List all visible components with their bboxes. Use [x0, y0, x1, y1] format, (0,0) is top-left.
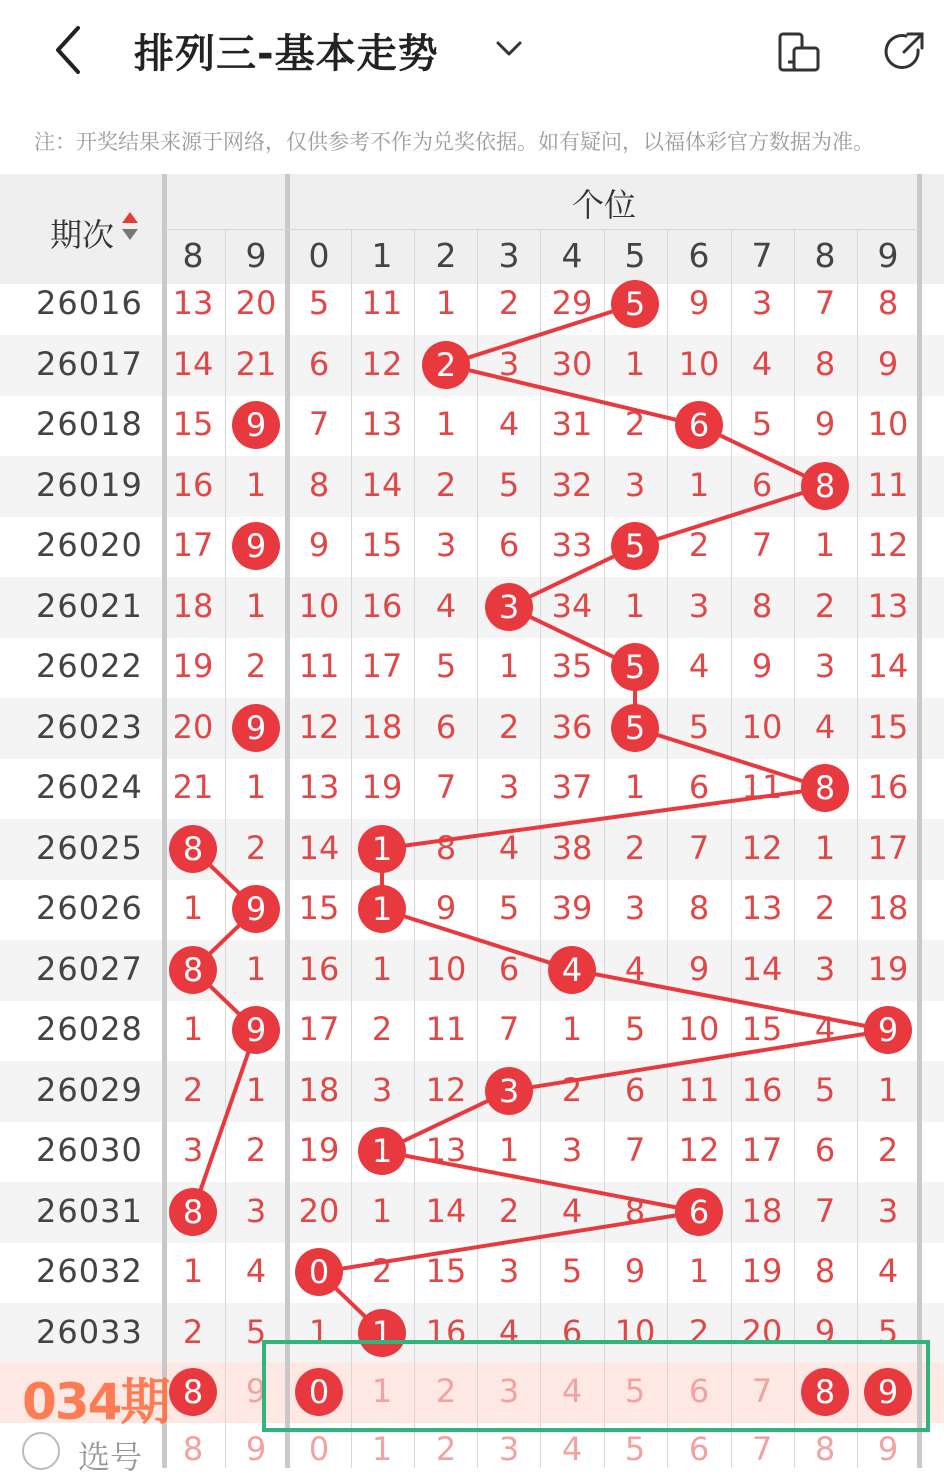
miss-count-cell: 2: [814, 586, 836, 625]
miss-count-cell: 1: [182, 889, 204, 927]
issue-number: 26016: [36, 284, 143, 322]
column-header-digit-3: 3: [498, 236, 520, 275]
column-header-digit-0: 0: [308, 236, 330, 275]
miss-count-cell: 14: [867, 647, 909, 685]
miss-count-cell: 11: [361, 284, 403, 322]
column-header-prev-9: 9: [245, 236, 267, 275]
miss-count-cell: 13: [425, 1131, 467, 1169]
prev-hit-ball: 8: [169, 946, 217, 994]
miss-count-cell: 1: [371, 949, 393, 988]
grid-line: [731, 230, 732, 1468]
miss-count-cell: 3: [688, 586, 710, 625]
grid-line: [165, 229, 920, 230]
miss-count-cell: 7: [498, 1010, 520, 1048]
miss-count-cell: 12: [361, 344, 403, 383]
selectable-number[interactable]: 4: [561, 1372, 583, 1410]
column-divider: [285, 174, 290, 1468]
miss-count-cell: 1: [814, 828, 836, 867]
miss-count-cell: 9: [814, 405, 836, 443]
miss-count-cell: 10: [298, 586, 340, 625]
miss-count-cell: 6: [435, 707, 457, 746]
picker-number[interactable]: 0: [308, 1430, 330, 1468]
miss-count-cell: 1: [245, 949, 267, 988]
miss-count-cell: 17: [361, 647, 403, 685]
hit-ball: 6: [675, 1188, 723, 1236]
issue-number: 26028: [36, 1010, 143, 1048]
miss-count-cell: 6: [624, 1070, 646, 1109]
miss-count-cell: 2: [371, 1010, 393, 1048]
rotate-screen-icon[interactable]: [774, 28, 822, 76]
miss-count-cell: 13: [741, 889, 783, 927]
miss-count-cell: 8: [814, 344, 836, 383]
miss-count-cell: 8: [308, 465, 330, 504]
miss-count-cell: 36: [551, 707, 593, 746]
issue-number: 26031: [36, 1191, 143, 1230]
hit-ball: 9: [864, 1006, 912, 1054]
hit-ball: 5: [611, 643, 659, 691]
hit-ball: 1: [358, 1309, 406, 1357]
miss-count-cell: 2: [245, 828, 267, 867]
miss-count-cell: 2: [561, 1070, 583, 1109]
miss-count-cell: 1: [245, 465, 267, 504]
issue-column-header[interactable]: 期次: [50, 216, 115, 254]
miss-count-cell: 5: [688, 707, 710, 746]
miss-count-cell: 9: [624, 1252, 646, 1290]
miss-count-cell: 4: [498, 1312, 520, 1351]
miss-count-cell: 1: [688, 465, 710, 504]
miss-count-cell: 3: [435, 526, 457, 564]
column-header-digit-1: 1: [371, 236, 393, 275]
miss-count-cell: 5: [308, 284, 330, 322]
miss-count-cell: 20: [235, 284, 277, 322]
miss-count-cell: 5: [751, 405, 773, 443]
miss-count-cell: 14: [425, 1191, 467, 1230]
column-header-digit-8: 8: [814, 236, 836, 275]
miss-count-cell: 2: [688, 1312, 710, 1351]
issue-number: 26022: [36, 647, 143, 685]
hit-ball: 5: [611, 704, 659, 752]
miss-count-cell: 16: [425, 1312, 467, 1351]
hit-ball: 5: [611, 522, 659, 570]
prev-hit-ball: 9: [232, 704, 280, 752]
grid-line: [414, 230, 415, 1468]
column-header-digit-4: 4: [561, 236, 583, 275]
miss-count-cell: 7: [308, 405, 330, 443]
issue-watermark-label: 034期: [22, 1373, 169, 1431]
miss-count-cell: 10: [425, 949, 467, 988]
selectable-number[interactable]: 5: [624, 1372, 646, 1410]
miss-count-cell: 20: [741, 1312, 783, 1351]
issue-number: 26025: [36, 828, 143, 867]
miss-count-cell: 16: [867, 768, 909, 806]
miss-count-cell: 17: [741, 1131, 783, 1169]
miss-count-cell: 14: [172, 344, 214, 383]
miss-count-cell: 6: [814, 1131, 836, 1169]
miss-count-cell: 2: [435, 465, 457, 504]
miss-count-cell: 6: [688, 768, 710, 806]
hit-ball: 8: [801, 764, 849, 812]
miss-count-cell: 13: [361, 405, 403, 443]
miss-count-cell: 8: [814, 1252, 836, 1290]
miss-count-cell: 1: [245, 768, 267, 806]
miss-count-cell: 3: [182, 1131, 204, 1169]
miss-count-cell: 12: [678, 1131, 720, 1169]
miss-count-cell: 3: [371, 1070, 393, 1109]
miss-count-cell: 1: [624, 586, 646, 625]
miss-count-cell: 11: [425, 1010, 467, 1048]
miss-count-cell: 38: [551, 828, 593, 867]
miss-count-cell: 39: [551, 889, 593, 927]
miss-count-cell: 4: [245, 1252, 267, 1290]
miss-count-cell: 7: [624, 1131, 646, 1169]
miss-count-cell: 14: [741, 949, 783, 988]
select-radio[interactable]: [22, 1432, 60, 1470]
miss-count-cell: 13: [298, 768, 340, 806]
page-title: 排列三-基本走势: [134, 31, 439, 77]
miss-count-cell: 1: [308, 1312, 330, 1351]
miss-count-cell: 20: [298, 1191, 340, 1230]
miss-count-cell: 6: [561, 1312, 583, 1351]
miss-count-cell: 2: [688, 526, 710, 564]
issue-number: 26020: [36, 526, 143, 564]
column-header-digit-6: 6: [688, 236, 710, 275]
selected-ball[interactable]: 0: [295, 1368, 343, 1416]
issue-number: 26027: [36, 949, 143, 988]
miss-count-cell: 15: [867, 707, 909, 746]
prev-hit-ball: 9: [232, 401, 280, 449]
miss-count-cell: 16: [361, 586, 403, 625]
miss-count-cell: 1: [877, 1070, 899, 1109]
miss-count-cell: 6: [751, 465, 773, 504]
miss-count-cell: 17: [867, 828, 909, 867]
issue-number: 26021: [36, 586, 143, 625]
miss-count-cell: 8: [435, 828, 457, 867]
picker-number[interactable]: 8: [182, 1430, 204, 1468]
miss-count-cell: 9: [877, 344, 899, 383]
hit-ball: 3: [485, 1067, 533, 1115]
miss-count-cell: 11: [867, 465, 909, 504]
miss-count-cell: 4: [751, 344, 773, 383]
issue-number: 26033: [36, 1312, 143, 1351]
miss-count-cell: 15: [298, 889, 340, 927]
miss-count-cell: 10: [741, 707, 783, 746]
miss-count-cell: 15: [361, 526, 403, 564]
miss-count-cell: 15: [172, 405, 214, 443]
miss-count-cell: 3: [814, 647, 836, 685]
selected-ball[interactable]: 8: [169, 1368, 217, 1416]
miss-count-cell: 29: [551, 284, 593, 322]
miss-count-cell: 1: [498, 647, 520, 685]
miss-count-cell: 5: [498, 465, 520, 504]
miss-count-cell: 16: [298, 949, 340, 988]
miss-count-cell: 2: [182, 1070, 204, 1109]
miss-count-cell: 15: [741, 1010, 783, 1048]
miss-count-cell: 1: [561, 1010, 583, 1048]
miss-count-cell: 5: [814, 1070, 836, 1109]
miss-count-cell: 2: [498, 284, 520, 322]
miss-count-cell: 15: [425, 1252, 467, 1290]
miss-count-cell: 1: [624, 344, 646, 383]
hit-ball: 4: [548, 946, 596, 994]
miss-count-cell: 1: [182, 1252, 204, 1290]
picker-number[interactable]: 3: [498, 1430, 520, 1468]
miss-count-cell: 7: [435, 768, 457, 806]
issue-number: 26024: [36, 768, 143, 806]
miss-count-cell: 9: [688, 284, 710, 322]
miss-count-cell: 6: [308, 344, 330, 383]
picker-number[interactable]: 9: [877, 1430, 899, 1468]
miss-count-cell: 10: [678, 1010, 720, 1048]
issue-number: 26030: [36, 1131, 143, 1169]
picker-number[interactable]: 8: [814, 1430, 836, 1468]
miss-count-cell: 3: [751, 284, 773, 322]
miss-count-cell: 3: [814, 949, 836, 988]
miss-count-cell: 35: [551, 647, 593, 685]
miss-count-cell: 17: [298, 1010, 340, 1048]
sort-asc-icon[interactable]: [122, 212, 138, 223]
miss-count-cell: 3: [245, 1191, 267, 1230]
miss-count-cell: 19: [867, 949, 909, 988]
issue-number: 26018: [36, 405, 143, 443]
issue-number: 26026: [36, 889, 143, 927]
prev-hit-ball: 8: [169, 825, 217, 873]
miss-count-cell: 3: [624, 889, 646, 927]
miss-count-cell: 5: [561, 1252, 583, 1290]
miss-count-cell: 19: [172, 647, 214, 685]
miss-count-cell: 9: [308, 526, 330, 564]
miss-count-cell: 5: [498, 889, 520, 927]
share-icon[interactable]: [880, 28, 928, 76]
miss-count-cell: 13: [867, 586, 909, 625]
grid-line: [857, 230, 858, 1468]
hit-ball: 3: [485, 583, 533, 631]
miss-count-cell: 4: [877, 1252, 899, 1290]
miss-count-cell: 6: [498, 526, 520, 564]
miss-count-cell: 9: [814, 1312, 836, 1351]
picker-number[interactable]: 5: [624, 1430, 646, 1468]
highlight-box: [262, 1340, 930, 1432]
miss-count-cell: 12: [741, 828, 783, 867]
miss-count-cell: 2: [498, 707, 520, 746]
miss-count-cell: 1: [624, 768, 646, 806]
miss-count-cell: 10: [867, 405, 909, 443]
chevron-down-icon[interactable]: [492, 32, 526, 66]
units-position-header: 个位: [571, 186, 636, 224]
miss-count-cell: 4: [624, 949, 646, 988]
back-arrow-icon[interactable]: [48, 22, 88, 78]
miss-count-cell: 11: [298, 647, 340, 685]
column-divider: [162, 174, 167, 1468]
miss-count-cell: 1: [245, 1070, 267, 1109]
selected-ball[interactable]: 9: [864, 1368, 912, 1416]
prev-hit-ball: 9: [232, 522, 280, 570]
miss-count-cell: 5: [245, 1312, 267, 1351]
miss-count-cell: 2: [245, 647, 267, 685]
prev-hit-ball: 9: [232, 885, 280, 933]
grid-line: [225, 230, 226, 1468]
miss-count-cell: 21: [172, 768, 214, 806]
miss-count-cell: 8: [688, 889, 710, 927]
miss-count-cell: 31: [551, 405, 593, 443]
miss-count-cell: 19: [298, 1131, 340, 1169]
miss-count-cell: 9: [688, 949, 710, 988]
column-header-digit-7: 7: [751, 236, 773, 275]
sort-desc-icon[interactable]: [122, 229, 138, 240]
miss-count-cell: 19: [361, 768, 403, 806]
miss-count-cell: 3: [624, 465, 646, 504]
miss-count-cell: 9: [435, 889, 457, 927]
miss-count-cell: 4: [814, 1010, 836, 1048]
miss-count-cell: 2: [624, 405, 646, 443]
miss-count-cell: 16: [172, 465, 214, 504]
miss-count-cell: 1: [498, 1131, 520, 1169]
picker-number[interactable]: 7: [751, 1430, 773, 1468]
hit-ball: 8: [801, 462, 849, 510]
issue-number: 26019: [36, 465, 143, 504]
miss-count-cell: 14: [361, 465, 403, 504]
miss-count-cell: 12: [425, 1070, 467, 1109]
column-header-digit-9: 9: [877, 236, 899, 275]
miss-count-cell: 21: [235, 344, 277, 383]
miss-count-cell: 18: [867, 889, 909, 927]
selected-ball[interactable]: 8: [801, 1368, 849, 1416]
selectable-number[interactable]: 2: [435, 1372, 457, 1410]
miss-count-cell: 34: [551, 586, 593, 625]
miss-count-cell: 8: [624, 1191, 646, 1230]
miss-count-cell: 30: [551, 344, 593, 383]
miss-count-cell: 2: [245, 1131, 267, 1169]
miss-count-cell: 1: [435, 405, 457, 443]
miss-count-cell: 1: [182, 1010, 204, 1048]
miss-count-cell: 8: [877, 284, 899, 322]
miss-count-cell: 5: [624, 1010, 646, 1048]
picker-number[interactable]: 6: [688, 1430, 710, 1468]
miss-count-cell: 1: [245, 586, 267, 625]
miss-count-cell: 10: [614, 1312, 656, 1351]
miss-count-cell: 3: [498, 768, 520, 806]
miss-count-cell: 2: [371, 1252, 393, 1290]
picker-number[interactable]: 1: [371, 1430, 393, 1468]
miss-count-cell: 4: [498, 405, 520, 443]
miss-count-cell: 4: [688, 647, 710, 685]
selectable-number[interactable]: 7: [751, 1372, 773, 1410]
miss-count-cell: 18: [361, 707, 403, 746]
miss-count-cell: 4: [498, 828, 520, 867]
selectable-number[interactable]: 3: [498, 1372, 520, 1410]
hit-ball: 1: [358, 885, 406, 933]
grid-line: [351, 230, 352, 1468]
miss-count-cell: 17: [172, 526, 214, 564]
miss-count-cell: 18: [172, 586, 214, 625]
miss-count-cell: 8: [751, 586, 773, 625]
miss-count-cell: 11: [678, 1070, 720, 1109]
miss-count-cell: 3: [877, 1191, 899, 1230]
column-header-digit-5: 5: [624, 236, 646, 275]
miss-count-cell: 19: [741, 1252, 783, 1290]
miss-count-cell: 2: [877, 1131, 899, 1169]
miss-count-cell: 5: [435, 647, 457, 685]
grid-line: [794, 230, 795, 1468]
miss-count-cell: 7: [814, 284, 836, 322]
picker-number[interactable]: 9: [245, 1430, 267, 1468]
miss-count-cell: 9: [751, 647, 773, 685]
grid-line: [540, 230, 541, 1468]
miss-count-cell: 2: [814, 889, 836, 927]
miss-count-cell: 1: [688, 1252, 710, 1290]
miss-count-cell: 13: [172, 284, 214, 322]
grid-line: [604, 230, 605, 1468]
miss-count-cell: 12: [867, 526, 909, 564]
grid-line: [667, 230, 668, 1468]
miss-count-cell: 37: [551, 768, 593, 806]
miss-count-cell: 7: [751, 526, 773, 564]
hit-ball: 5: [611, 280, 659, 328]
selectable-number[interactable]: 1: [371, 1372, 393, 1410]
miss-count-cell: 18: [741, 1191, 783, 1230]
picker-number[interactable]: 2: [435, 1430, 457, 1468]
issue-number: 26029: [36, 1070, 143, 1109]
prev-hit-ball: 8: [169, 1188, 217, 1236]
grid-line: [477, 230, 478, 1468]
miss-count-cell: 4: [814, 707, 836, 746]
miss-count-cell: 16: [741, 1070, 783, 1109]
column-divider: [917, 174, 922, 1468]
miss-count-cell: 2: [498, 1191, 520, 1230]
issue-number: 26023: [36, 707, 143, 746]
miss-count-cell: 1: [435, 284, 457, 322]
miss-count-cell: 3: [498, 1252, 520, 1290]
miss-count-cell: 10: [678, 344, 720, 383]
miss-count-cell: 18: [298, 1070, 340, 1109]
miss-count-cell: 4: [561, 1191, 583, 1230]
miss-count-cell: 33: [551, 526, 593, 564]
miss-count-cell: 11: [741, 768, 783, 806]
miss-count-cell: 4: [435, 586, 457, 625]
miss-count-cell: 3: [498, 344, 520, 383]
miss-count-cell: 20: [172, 707, 214, 746]
issue-number: 26032: [36, 1252, 143, 1290]
miss-count-cell: 32: [551, 465, 593, 504]
hit-ball: 1: [358, 1127, 406, 1175]
prev-hit-ball: 9: [232, 1006, 280, 1054]
hit-ball: 0: [295, 1248, 343, 1296]
miss-count-cell: 1: [814, 526, 836, 564]
miss-count-cell: 2: [624, 828, 646, 867]
column-header-digit-2: 2: [435, 236, 457, 275]
disclaimer-notice: 注：开奖结果来源于网络，仅供参考不作为兑奖依据。如有疑问，以福体彩官方数据为准。: [34, 130, 874, 154]
app-header: [0, 0, 944, 100]
picker-label: 选号: [78, 1438, 143, 1476]
miss-count-cell: 3: [561, 1131, 583, 1169]
hit-ball: 1: [358, 825, 406, 873]
miss-count-cell: 14: [298, 828, 340, 867]
selectable-number[interactable]: 6: [688, 1372, 710, 1410]
miss-count-cell: 6: [498, 949, 520, 988]
hit-ball: 6: [675, 401, 723, 449]
miss-count-cell: 7: [688, 828, 710, 867]
miss-count-cell: 7: [814, 1191, 836, 1230]
miss-count-cell: 5: [877, 1312, 899, 1351]
issue-number: 26017: [36, 344, 143, 383]
column-header-prev-8: 8: [182, 236, 204, 275]
miss-count-cell: 12: [298, 707, 340, 746]
hit-ball: 2: [422, 341, 470, 389]
selectable-number[interactable]: 9: [245, 1372, 267, 1410]
picker-number[interactable]: 4: [561, 1430, 583, 1468]
miss-count-cell: 1: [371, 1191, 393, 1230]
miss-count-cell: 2: [182, 1312, 204, 1351]
